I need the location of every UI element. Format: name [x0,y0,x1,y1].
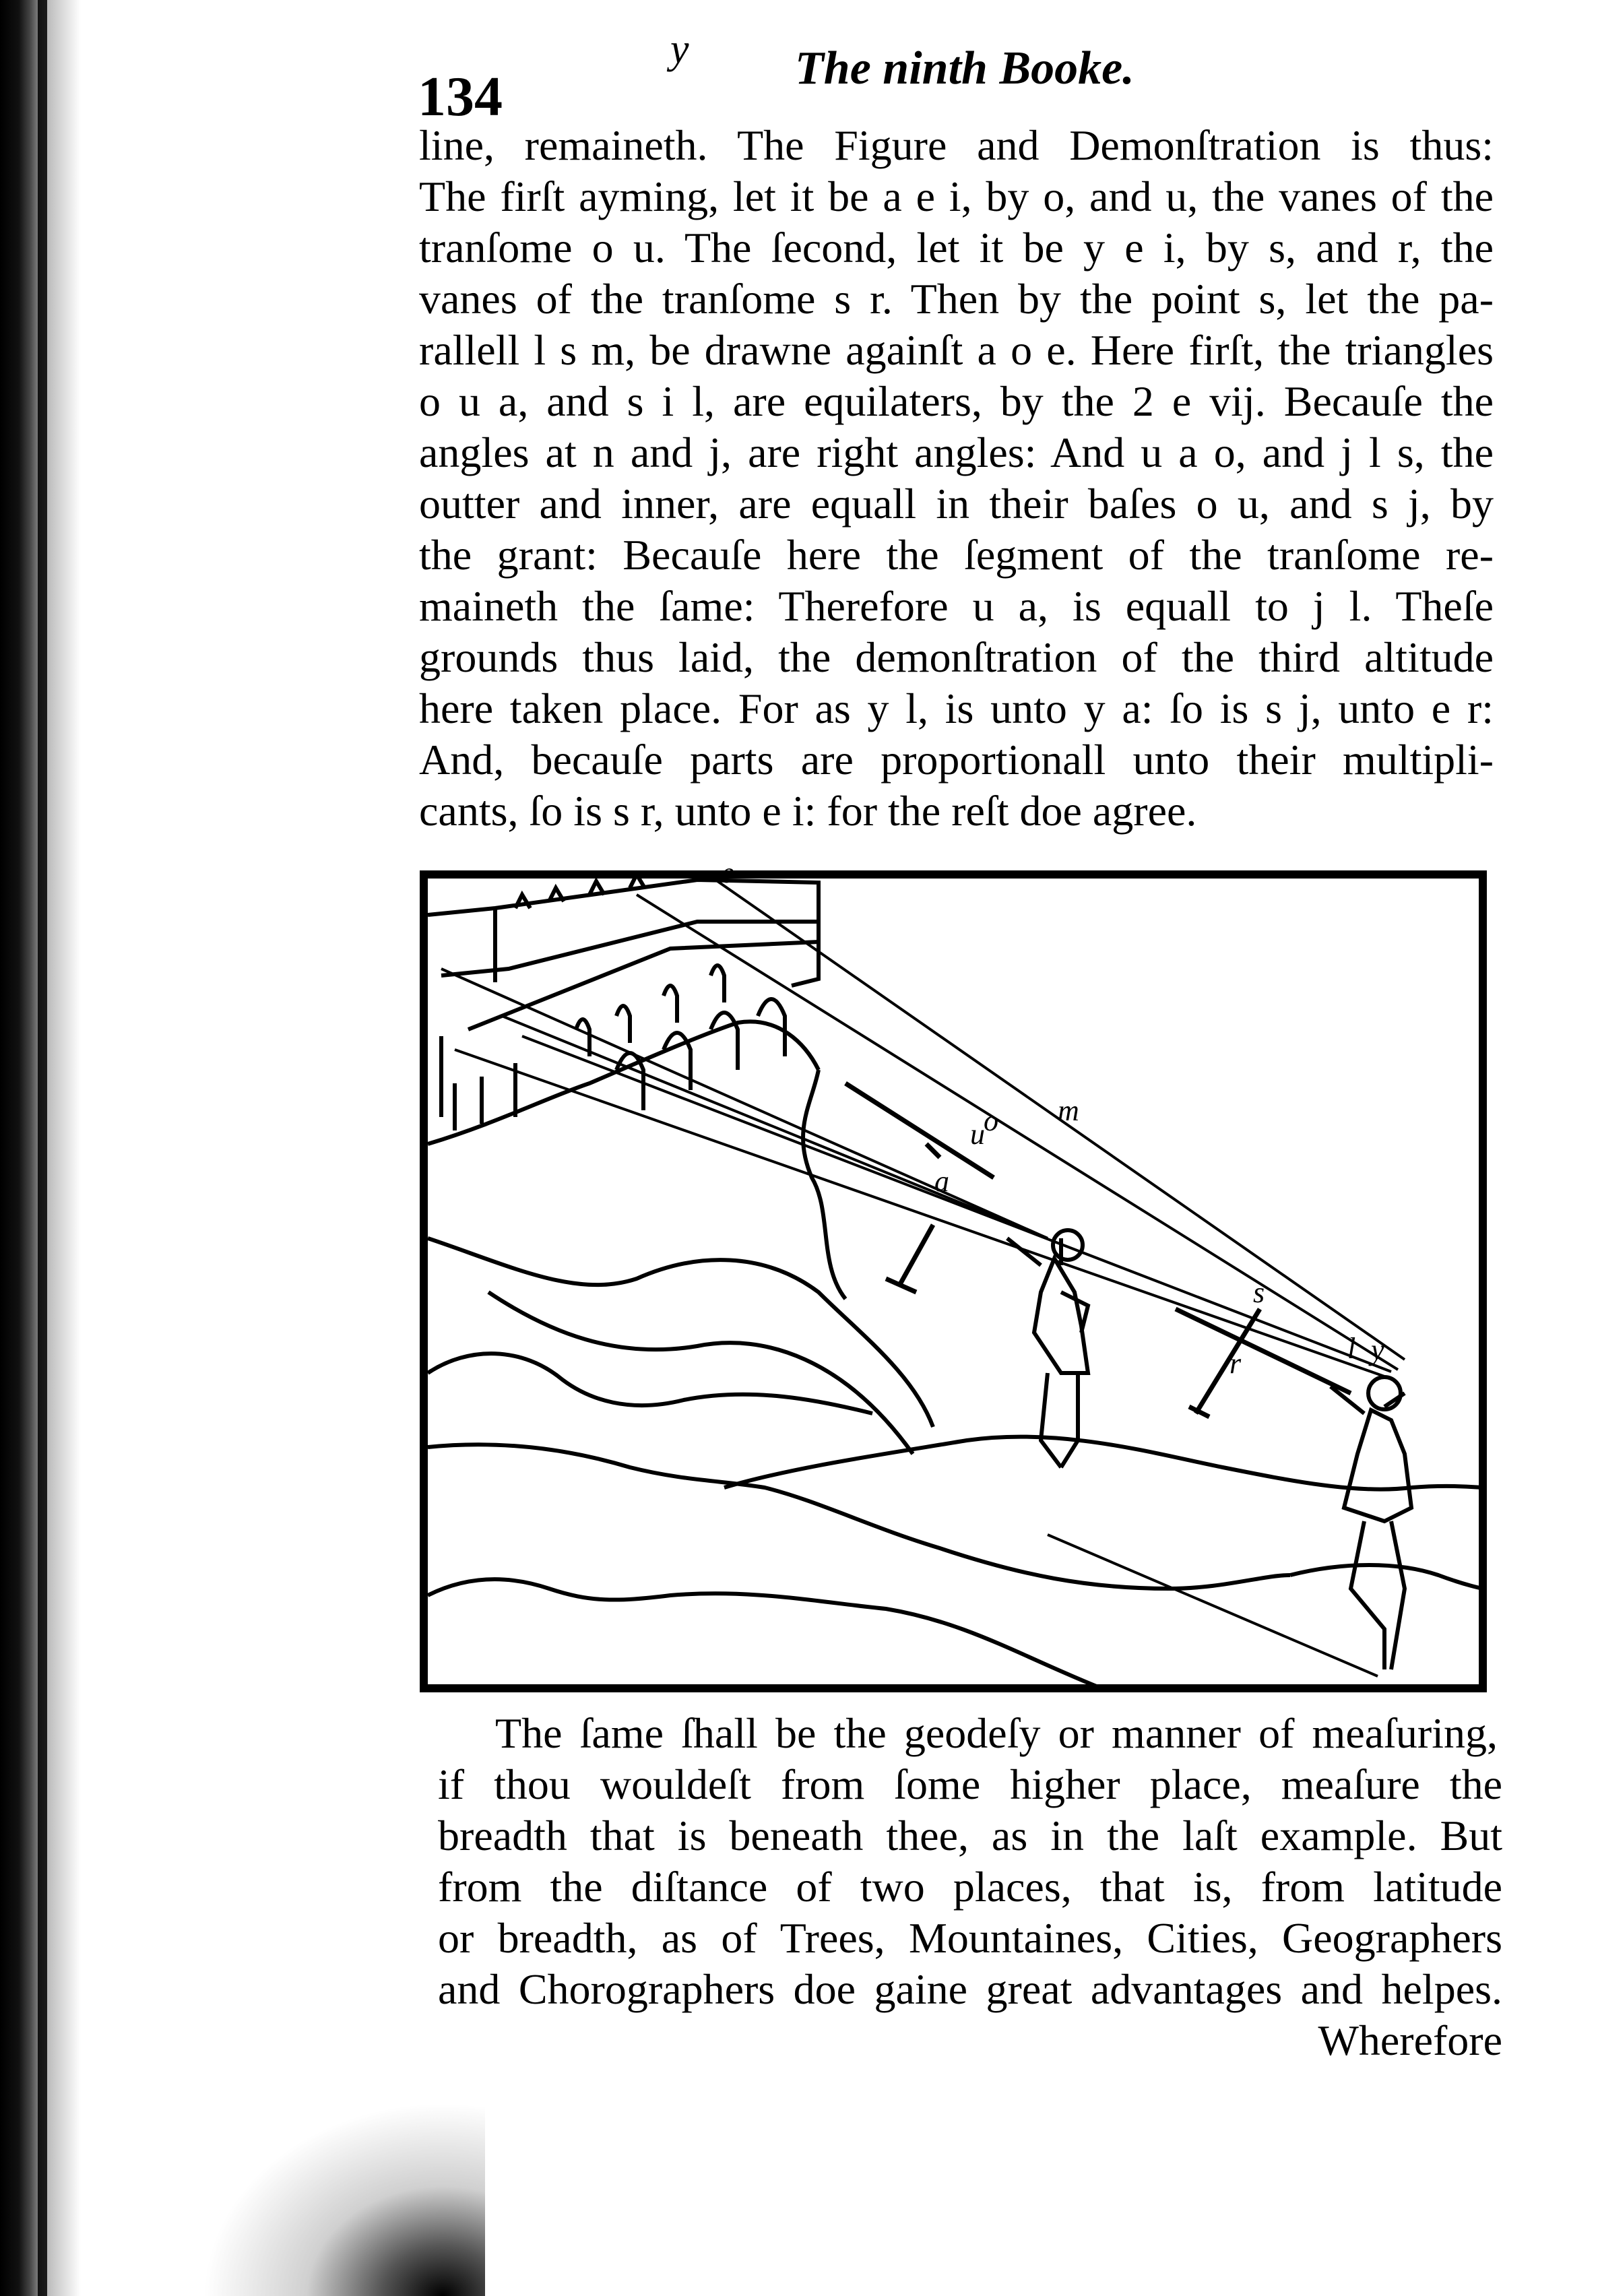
text-line: The ſame ſhall be the geodeſy or manner of meaſuring, [495,1709,1498,1757]
figure-label-l: l [1347,1332,1356,1365]
text-line: line, remaineth. The Figure and Demonſtration is thus: [419,121,1494,169]
text-line: grounds thus laid, the demonſtration of the third altitude [419,633,1494,681]
text-line: the grant: Becauſe here the ſegment of the tranſome re- [419,531,1494,579]
text-line: tranſome o u. The ſecond, let it be y e i, by s, and r, the [419,224,1494,272]
text-line: maineth the ſame: Therefore u a, is equall to j l. Theſe [419,582,1494,630]
figure-label-y: y [1371,1333,1384,1366]
text-line: here taken place. For as y l, is unto y a: ſo is s j, unto e r: [419,684,1494,732]
text-line: rallell l s m, be drawne againſt a o e. Here firſt, the triangles [419,326,1494,374]
figure-label-s: s [1253,1276,1265,1309]
margin-mark: y [670,26,689,72]
figure-label-a: a [934,1165,949,1198]
text-line: angles at n and j, are right angles: And u a o, and j l s, the [419,428,1494,476]
figure-label-m: m [1058,1094,1079,1127]
text-line: breadth that is beneath thee, as in the laſt example. But [438,1812,1502,1859]
figure-label-e: e [721,861,734,889]
text-line: cants, ſo is s r, unto e i: for the reſt doe agree. [419,787,1197,835]
woodcut-figure [414,861,1492,1698]
book-binding-edge [38,0,47,2296]
figure-label-r: r [1229,1347,1242,1380]
text-line: o u a, and s i l, are equilaters, by the 2 e vij. Becauſe the [419,377,1494,425]
catchword: Wherefore [1318,2016,1502,2064]
text-line: from the diſtance of two places, that is, from latitude [438,1863,1502,1911]
page-number: 134 [418,65,503,128]
running-title: The ninth Booke. [795,42,1134,94]
text-line: and Chorographers doe gaine great advantages and helpes. [438,1965,1502,2013]
surveying-illustration [414,861,1492,1698]
scan-smudge [202,2102,485,2296]
text-line: or breadth, as of Trees, Mountaines, Cities, Geographers [438,1914,1502,1962]
figure-label-o: o [984,1104,998,1137]
text-line: outter and inner, are equall in their baſes o u, and s j, by [419,480,1494,528]
text-line: if thou wouldeſt from ſome higher place, meaſure the [438,1760,1502,1808]
figure-frame [424,874,1483,1688]
text-line: The firſt ayming, let it be a e i, by o, and u, the vanes of the [419,172,1494,220]
figure-label-u: u [970,1118,985,1151]
text-line: vanes of the tranſome s r. Then by the point s, let the pa- [419,275,1494,323]
text-line: And, becauſe parts are proportionall unto their multipli- [419,736,1494,784]
